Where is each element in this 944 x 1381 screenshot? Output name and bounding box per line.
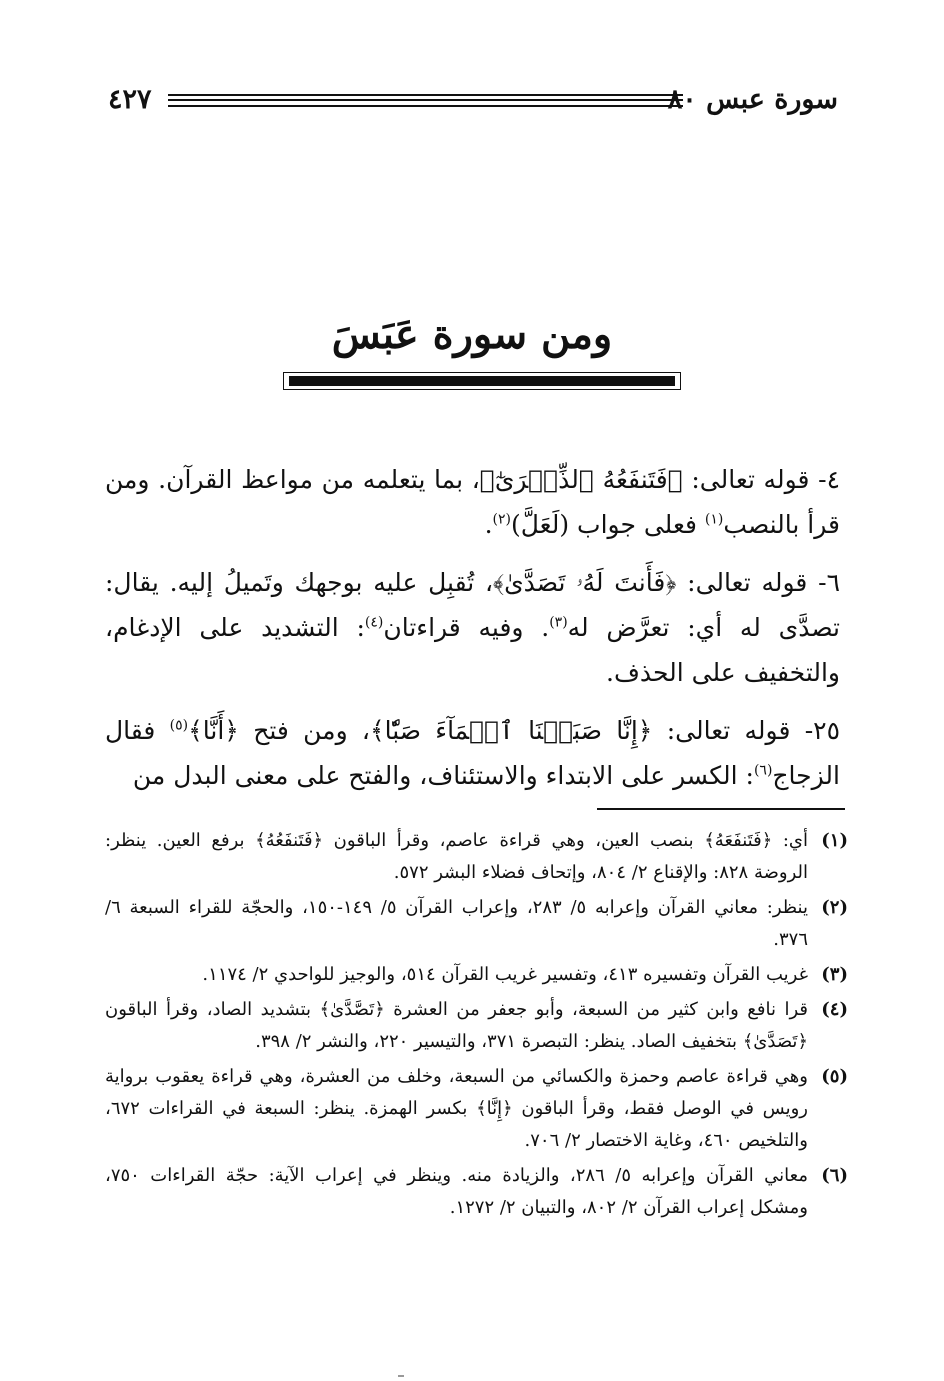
footnote-text: غريب القرآن وتفسيره ٤١٣، وتفسير غريب القرآن ٥١٤، والوجيز للواحدي ٢/ ١١٧٤. [202,964,808,985]
text-run: ٤- قوله تعالى: ﴿فَتَنفَعُهُ ٱلذِّكۡرَىٰٓ﴾، بما يتعلمه من مواعظ القرآن. ومن قرأ بالنصب [105,465,840,539]
scan-speck [398,1375,404,1377]
paragraph-verse-4 [105,457,840,547]
main-text [105,457,840,811]
text-run: . وفيه قراءتان [383,613,550,642]
footnote-ref: (٤) [364,614,384,631]
text-run: فقال الزجاج [105,716,840,790]
text-run: . [484,510,493,539]
footnote-number: (٢) [821,897,848,918]
footnote-number: (٤) [821,999,848,1020]
paragraph-verse-6 [105,560,840,695]
footnote-number: (٣) [821,964,848,985]
footnote-ref: (١) [704,511,724,528]
footnote-text: وهي قراءة عاصم وحمزة والكسائي من السبعة، وخلف من العشرة، وهي قراءة يعقوب برواية رويس في الوصل فقط، وقرأ الباقون ﴿إِنَّا﴾ بكسر الهمزة. ينظر: السبعة في القراءات ٦٧٢، والتلخيص ٤٦٠، وغاية الاختصار ٢/ ٧٠٦. [105,1066,808,1151]
heading-ornament-rule [283,372,681,390]
text-run: ٦- قوله تعالى: ﴿فَأَنتَ لَهُۥ تَصَدَّىٰ﴾، تُقبِل عليه بوجهك وتَميلُ إليه. يقال: تصدَّى له أي: تعرَّض له [105,568,841,642]
footnote-ref: (٥) [169,717,189,734]
header-rule [168,94,683,107]
footnote-ref: (٣) [549,614,568,631]
footnote-number: (٥) [821,1066,848,1087]
footnote-ref: (٦) [753,762,773,779]
footnote [105,825,848,889]
running-header [108,80,838,120]
footnote-text: قرا نافع وابن كثير من السبعة، وأبو جعفر من العشرة ﴿تَصَّدَّىٰ﴾ بتشديد الصاد، وقرأ الباقون ﴿تَصَدَّىٰ﴾ بتخفيف الصاد. ينظر: التبصرة ٣٧١، والتيسير ٢٢٠، والنشر ٢/ ٣٩٨. [105,999,808,1052]
footnote-ref: (٢) [492,511,511,528]
footnote [105,1061,848,1157]
footnote-text: معاني القرآن وإعرابه ٥/ ٢٨٦، والزيادة منه. وينظر في إعراب الآية: حجّة القراءات ٧٥٠، ومشكل إعراب القرآن ٢/ ٨٠٢، والتبيان ٢/ ١٢٧٢. [105,1165,808,1218]
footnote-text: ينظر: معاني القرآن وإعرابه ٥/ ٢٨٣، وإعراب القرآن ٥/ ١٤٩-١٥٠، والحجّة للقراء السبعة ٦/ ٣٧٦. [105,897,808,950]
chapter-heading: ومن سورة عَبَسَ [331,311,613,358]
text-run: ٢٥- قوله تعالى: ﴿إِنَّا صَبَبۡنَا ٱلۡمَآءَ صَبّٗا﴾، ومن فتح ﴿أَنَّا﴾ [188,716,841,745]
text-run: : التشديد على الإدغام، والتخفيف على الحذف. [105,613,840,687]
footnotes [105,825,848,1227]
text-run: : الكسر على الابتداء والاستئناف، والفتح على معنى البدل من [132,761,754,790]
footnote-number: (٦) [821,1165,848,1186]
footnote-number: (١) [821,830,848,851]
footnote-text: أي: ﴿فَتَنفَعَهُ﴾ بنصب العين، وهي قراءة عاصم، وقرأ الباقون ﴿فَتَنفَعُهُ﴾ برفع العين. ينظر: الروضة ٨٢٨: والإقناع ٢/ ٨٠٤، وإتحاف فضلاء البشر ٥٧٢. [105,830,808,883]
page-number: ٤٢٧ [108,84,152,115]
footnote [105,1160,848,1224]
footnote-separator [597,808,845,810]
footnote [105,994,848,1058]
paragraph-verse-25 [105,708,840,798]
text-run: فعلى جواب (لَعَلَّ) [510,510,705,539]
surah-title: سورة عبس ٨٠ [667,84,838,115]
footnote [105,892,848,956]
ornament-bar [289,376,675,386]
footnote [105,959,848,991]
